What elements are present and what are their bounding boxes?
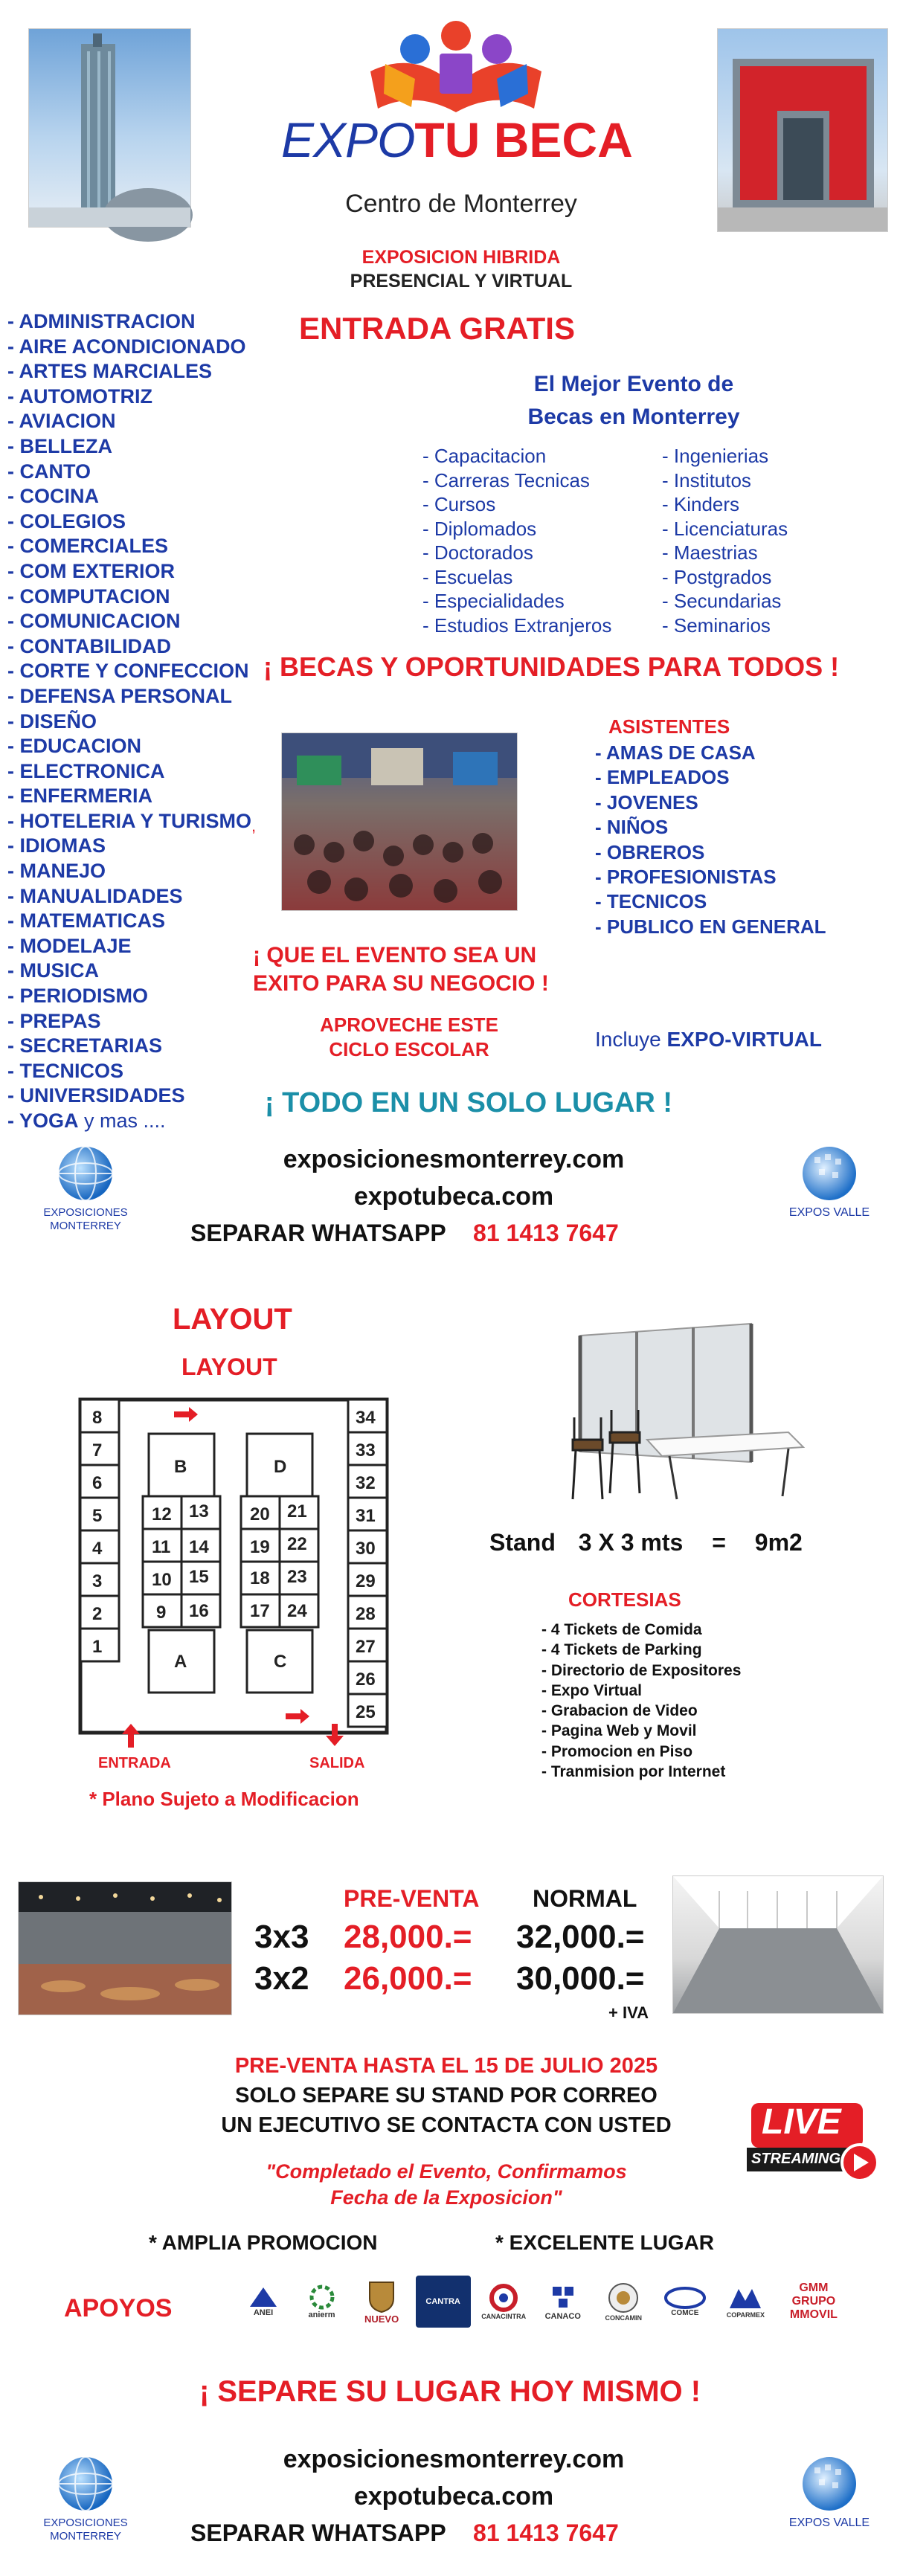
whatsapp-label: SEPARAR WHATSAPP xyxy=(190,2519,446,2546)
booth-label: 29 xyxy=(356,1571,376,1591)
island-label: D xyxy=(274,1457,287,1477)
excelente-lugar: * EXCELENTE LUGAR xyxy=(495,2231,715,2254)
preventa-line2: SOLO SEPARE SU STAND POR CORREO xyxy=(235,2084,658,2108)
incluye-value: EXPO-VIRTUAL xyxy=(666,1028,822,1051)
canaco-icon xyxy=(548,2282,578,2312)
normal-label: NORMAL xyxy=(533,1885,637,1912)
sidebar-item-yoga xyxy=(7,1109,260,1134)
booth-label: 3 xyxy=(92,1571,103,1591)
booth-label: 31 xyxy=(356,1506,376,1526)
layout-cut-title xyxy=(173,1300,366,1336)
program-item: - Ingenierias xyxy=(662,445,769,467)
hybrid-line2: PRESENCIAL Y VIRTUAL xyxy=(350,271,573,292)
cortesia-item: - Promocion en Piso xyxy=(541,1742,693,1760)
sidebar-item: - COLEGIOS xyxy=(7,509,126,532)
exito-line1: ¡ QUE EL EVENTO SEA UN xyxy=(253,943,537,967)
globe-icon xyxy=(800,1144,859,1203)
sidebar-item: - MANUALIDADES xyxy=(7,884,183,907)
program-item: - Especialidades xyxy=(422,590,565,612)
price-row-2 xyxy=(254,1960,645,1997)
streaming-text: STREAMING xyxy=(751,2151,840,2167)
footer1-logo-right-text: EXPOS VALLE xyxy=(788,1206,870,1219)
sidebar-item: - PERIODISMO xyxy=(7,985,149,1008)
footer1-logo-left-text: EXPOSICIONES MONTERREY xyxy=(43,1206,128,1232)
booth-label: 30 xyxy=(356,1539,376,1559)
asistente-item: - NIÑOS xyxy=(595,816,669,839)
island-label: C xyxy=(274,1652,287,1672)
logo-canacintra xyxy=(478,2276,530,2328)
cortesia-item: - Pagina Web y Movil xyxy=(541,1722,697,1740)
footer2-whatsapp xyxy=(190,2519,619,2547)
program-item: - Licenciaturas xyxy=(662,517,788,540)
sidebar-item: - DEFENSA PERSONAL xyxy=(7,684,233,707)
incluye-prefix: Incluye xyxy=(595,1028,667,1051)
hybrid-line1: EXPOSICION HIBRIDA xyxy=(361,247,561,268)
logo-text: GMM GRUPO MMOVIL xyxy=(789,2282,838,2321)
footer2-site2: expotubeca.com xyxy=(353,2482,554,2511)
todo-banner: ¡ TODO EN UN SOLO LUGAR ! xyxy=(264,1087,673,1118)
footer1-logo-left xyxy=(22,1144,149,1240)
price-size: 3x2 xyxy=(254,1960,309,1997)
asistentes-list xyxy=(595,741,826,939)
anierm-icon xyxy=(309,2284,335,2311)
programs-col2 xyxy=(662,444,788,637)
ciclo-line1: APROVECHE ESTE xyxy=(320,1014,498,1036)
sidebar-item: - CORTE Y CONFECCION xyxy=(7,660,249,683)
whatsapp-number[interactable]: 81 1413 7647 xyxy=(473,2519,619,2546)
footer2-logo-left-text: EXPOSICIONES MONTERREY xyxy=(43,2517,128,2543)
logo-people xyxy=(363,19,549,116)
logo-text: COMCE xyxy=(671,2308,699,2317)
apoyos-label: APOYOS xyxy=(64,2294,173,2322)
stray-comma: , xyxy=(251,817,257,835)
sidebar-item: - IDIOMAS xyxy=(7,834,106,857)
seal-icon xyxy=(607,2282,640,2314)
program-item: - Maestrias xyxy=(662,541,758,564)
footer1-whatsapp xyxy=(190,1220,619,1247)
preventa-line3: UN EJECUTIVO SE CONTACTA CON USTED xyxy=(221,2113,672,2137)
asistente-item: - AMAS DE CASA xyxy=(595,741,756,764)
price-row-1 xyxy=(254,1919,645,1956)
iva-label: + IVA xyxy=(608,2003,649,2022)
logo-nuevo-leon xyxy=(355,2272,408,2331)
stand-eq: = xyxy=(712,1529,726,1556)
booth-label: 23 xyxy=(287,1567,307,1587)
whatsapp-number[interactable]: 81 1413 7647 xyxy=(473,1220,619,1246)
sidebar-item: - COM EXTERIOR xyxy=(7,559,176,582)
tower-photo xyxy=(28,28,191,228)
booth-label: 14 xyxy=(189,1537,209,1557)
brand-tu-beca: TU BECA xyxy=(414,112,633,167)
sidebar-item: - PREPAS xyxy=(7,1009,101,1032)
stand-area: 9m2 xyxy=(754,1529,803,1556)
sidebar-item: - AIRE ACONDICIONADO xyxy=(7,335,246,358)
logo-text: anierm xyxy=(308,2311,335,2319)
anei-icon xyxy=(248,2286,278,2308)
logo-text: ANEI xyxy=(253,2308,274,2317)
hall-photo-right xyxy=(672,1875,884,2014)
cortesia-item: - Tranmision por Internet xyxy=(541,1763,726,1781)
footer1-site2: expotubeca.com xyxy=(353,1182,554,1211)
shield-icon xyxy=(367,2279,396,2313)
booth-label: 34 xyxy=(356,1408,376,1428)
arrow-up-icon xyxy=(122,1724,140,1748)
asistente-item: - PROFESIONISTAS xyxy=(595,866,777,889)
cortesias-list xyxy=(541,1620,741,1782)
logo-text: COPARMEX xyxy=(726,2311,765,2319)
tower-illustration xyxy=(29,29,190,227)
footer2-logo-left xyxy=(22,2454,149,2551)
logo-comce xyxy=(658,2276,712,2328)
logo-anierm xyxy=(296,2276,348,2328)
sidebar-item: - COMPUTACION xyxy=(7,585,170,608)
amplia-promocion: * AMPLIA PROMOCION xyxy=(149,2231,378,2254)
booth-label: 15 xyxy=(189,1567,209,1587)
price-preventa: 26,000.= xyxy=(344,1960,472,1997)
building-illustration xyxy=(718,29,887,231)
booth-label: 19 xyxy=(250,1537,270,1557)
room-outline xyxy=(80,1400,387,1733)
separe-banner: ¡ SEPARE SU LUGAR HOY MISMO ! xyxy=(199,2375,701,2408)
quote-line1: "Completado el Evento, Confirmamos xyxy=(266,2160,627,2183)
program-item: - Seminarios xyxy=(662,614,771,637)
booth-label: 1 xyxy=(92,1637,103,1657)
booth-label: 22 xyxy=(287,1534,307,1554)
booth-label: 13 xyxy=(189,1501,209,1522)
stand-size: 3 X 3 mts xyxy=(578,1529,684,1556)
hall-photo-left xyxy=(18,1881,232,2015)
booth-label: 11 xyxy=(152,1537,171,1557)
asistente-item: - PUBLICO EN GENERAL xyxy=(595,915,826,938)
arrow-right-icon xyxy=(286,1709,309,1724)
asistente-item: - JOVENES xyxy=(595,790,698,814)
programs-col1 xyxy=(422,444,611,637)
exito-line2: EXITO PARA SU NEGOCIO ! xyxy=(253,971,549,996)
sidebar-item: - ARTES MARCIALES xyxy=(7,360,212,383)
sidebar-item: - ADMINISTRACION xyxy=(7,310,196,332)
entrada-label: ENTRADA xyxy=(98,1755,171,1771)
stand-illustration xyxy=(565,1321,811,1514)
canacintra-icon xyxy=(489,2283,518,2313)
logo-text: NUEVO xyxy=(364,2313,399,2325)
program-item: - Postgrados xyxy=(662,565,772,588)
logo-cantra xyxy=(416,2276,471,2328)
booth-label: 17 xyxy=(250,1601,270,1621)
program-item: - Escuelas xyxy=(422,565,513,588)
sidebar-item: - CONTABILIDAD xyxy=(7,634,171,657)
program-item: - Kinders xyxy=(662,493,740,515)
sidebar-item: - COMUNICACION xyxy=(7,610,181,633)
brand-title xyxy=(281,112,653,178)
plan-note: * Plano Sujeto a Modificacion xyxy=(89,1788,359,1810)
price-normal: 32,000.= xyxy=(516,1919,645,1955)
sidebar-item: - BELLEZA xyxy=(7,434,112,457)
stand-line xyxy=(489,1529,803,1556)
apoyos-logos xyxy=(238,2268,848,2335)
block-d xyxy=(241,1496,318,1627)
logo-gmm xyxy=(780,2276,848,2328)
left-booths xyxy=(80,1400,119,1661)
booth-label: 2 xyxy=(92,1604,103,1624)
footer2-logo-right xyxy=(766,2454,893,2551)
best-line1: El Mejor Evento de xyxy=(533,372,734,396)
yoga-label: - YOGA xyxy=(7,1110,79,1132)
program-item: - Secundarias xyxy=(662,590,782,612)
sidebar-item: - MODELAJE xyxy=(7,934,132,957)
sidebar-item: - ELECTRONICA xyxy=(7,759,165,782)
footer2-site1: exposicionesmonterrey.com xyxy=(283,2445,625,2473)
sidebar-item: - COCINA xyxy=(7,485,99,508)
live-streaming-badge xyxy=(744,2099,882,2188)
footer1-logo-right xyxy=(766,1144,893,1240)
price-normal: 30,000.= xyxy=(516,1960,645,1997)
crowd-photo xyxy=(281,732,518,911)
booth-label: 8 xyxy=(92,1408,103,1428)
sidebar-item: - COMERCIALES xyxy=(7,535,168,558)
booth-label: 9 xyxy=(156,1603,167,1623)
program-item: - Cursos xyxy=(422,493,496,515)
sidebar-item: - AUTOMOTRIZ xyxy=(7,384,152,408)
sidebar-item: - HOTELERIA Y TURISMO xyxy=(7,809,252,832)
booth-label: 21 xyxy=(287,1501,307,1522)
cortesia-item: - Expo Virtual xyxy=(541,1681,642,1699)
booth-label: 7 xyxy=(92,1440,103,1461)
cortesia-item: - Grabacion de Video xyxy=(541,1702,698,1720)
booth-label: 33 xyxy=(356,1440,376,1461)
globe-icon xyxy=(56,1144,115,1203)
booth-label: 4 xyxy=(92,1539,103,1559)
globe-icon xyxy=(56,2454,115,2514)
logo-anei xyxy=(238,2276,289,2328)
sidebar-item: - EDUCACION xyxy=(7,735,141,758)
booth-label: 28 xyxy=(356,1604,376,1624)
building-photo xyxy=(717,28,888,232)
cortesias-title: CORTESIAS xyxy=(568,1588,681,1611)
logo-concamin xyxy=(596,2273,651,2331)
subtitle: Centro de Monterrey xyxy=(345,190,577,218)
best-line2: Becas en Monterrey xyxy=(527,405,740,429)
sidebar-item: - MANEJO xyxy=(7,860,106,883)
program-item: - Doctorados xyxy=(422,541,533,564)
booth-label: 16 xyxy=(189,1601,209,1621)
salida-label: SALIDA xyxy=(309,1755,365,1771)
right-booths xyxy=(348,1400,387,1727)
cortesia-item: - 4 Tickets de Parking xyxy=(541,1641,702,1659)
booth-label: 25 xyxy=(356,1702,376,1722)
comce-icon xyxy=(664,2287,706,2309)
logo-canaco xyxy=(537,2276,589,2328)
sidebar-item: - MUSICA xyxy=(7,959,99,982)
booth-label: 10 xyxy=(152,1570,172,1590)
asistente-item: - TECNICOS xyxy=(595,890,707,913)
brand-expo: EXPO xyxy=(281,112,415,167)
layout-title: LAYOUT xyxy=(181,1353,277,1380)
preventa-line1: PRE-VENTA HASTA EL 15 DE JULIO 2025 xyxy=(234,2054,658,2078)
program-item: - Estudios Extranjeros xyxy=(422,614,612,637)
logo-text: CONCAMIN xyxy=(605,2314,643,2322)
sidebar-item: - DISEÑO xyxy=(7,709,97,732)
asistente-item: - OBREROS xyxy=(595,840,705,863)
quote-line2: Fecha de la Exposicion" xyxy=(330,2186,562,2209)
empty-hall-illustration xyxy=(673,1876,883,2013)
logo-text: CANACO xyxy=(544,2312,581,2321)
logo-text: CANACINTRA xyxy=(481,2313,527,2320)
sidebar-item: - UNIVERSIDADES xyxy=(7,1084,185,1107)
logo-text: CANTRA xyxy=(425,2297,460,2306)
price-preventa: 28,000.= xyxy=(344,1919,472,1955)
sidebar-item: - TECNICOS xyxy=(7,1059,124,1082)
booth-label: 20 xyxy=(250,1504,270,1524)
booth-label: 12 xyxy=(152,1504,172,1524)
booth-label: 27 xyxy=(356,1637,376,1657)
cortesia-item: - 4 Tickets de Comida xyxy=(541,1621,702,1638)
stand-label: Stand xyxy=(489,1529,556,1556)
entry-free: ENTRADA GRATIS xyxy=(299,311,575,346)
program-item: - Institutos xyxy=(662,468,751,492)
block-b xyxy=(143,1496,220,1627)
program-item: - Carreras Tecnicas xyxy=(422,468,590,492)
booth-label: 6 xyxy=(92,1473,103,1493)
sidebar-item: - SECRETARIAS xyxy=(7,1034,163,1057)
sidebar-item: - ENFERMERIA xyxy=(7,785,152,808)
booth-label: 5 xyxy=(92,1506,103,1526)
yoga-rest: y mas .... xyxy=(78,1110,166,1132)
ciclo-line2: CICLO ESCOLAR xyxy=(329,1038,489,1060)
sidebar-item: - CANTO xyxy=(7,460,91,483)
preventa-label: PRE-VENTA xyxy=(344,1885,480,1912)
sidebar-list xyxy=(7,309,260,1134)
island-label: A xyxy=(174,1652,187,1672)
program-item: - Capacitacion xyxy=(422,445,547,467)
floor-plan xyxy=(74,1392,402,1749)
crowd-illustration xyxy=(282,733,517,910)
sidebar-item: - MATEMATICAS xyxy=(7,909,165,933)
island-label: B xyxy=(174,1457,187,1477)
arrow-down-icon xyxy=(326,1724,344,1746)
sidebar-item: - AVIACION xyxy=(7,410,116,433)
price-size: 3x3 xyxy=(254,1919,309,1955)
arrow-right-icon xyxy=(174,1407,198,1422)
cortesia-item: - Directorio de Expositores xyxy=(541,1661,742,1679)
whatsapp-label: SEPARAR WHATSAPP xyxy=(190,1220,446,1246)
booth-label: 18 xyxy=(250,1568,270,1588)
globe-icon xyxy=(800,2454,859,2514)
asistente-item: - EMPLEADOS xyxy=(595,766,730,789)
footer1-site1: exposicionesmonterrey.com xyxy=(283,1145,625,1173)
hall-illustration xyxy=(19,1882,231,2015)
asistentes-title: ASISTENTES xyxy=(608,715,730,738)
program-item: - Diplomados xyxy=(422,517,537,540)
footer2-logo-right-text: EXPOS VALLE xyxy=(788,2517,870,2529)
logo-coparmex xyxy=(719,2276,772,2328)
incluye-line xyxy=(595,1028,822,1052)
booth-label: 24 xyxy=(287,1601,307,1621)
becas-banner: ¡ BECAS Y OPORTUNIDADES PARA TODOS ! xyxy=(263,651,840,682)
layout-cut-title-text: LAYOUT xyxy=(173,1303,292,1336)
stand-photo xyxy=(565,1321,811,1514)
coparmex-icon xyxy=(727,2284,764,2311)
live-text: LIVE xyxy=(762,2102,841,2142)
booth-label: 32 xyxy=(356,1473,376,1493)
booth-label: 26 xyxy=(356,1669,376,1690)
